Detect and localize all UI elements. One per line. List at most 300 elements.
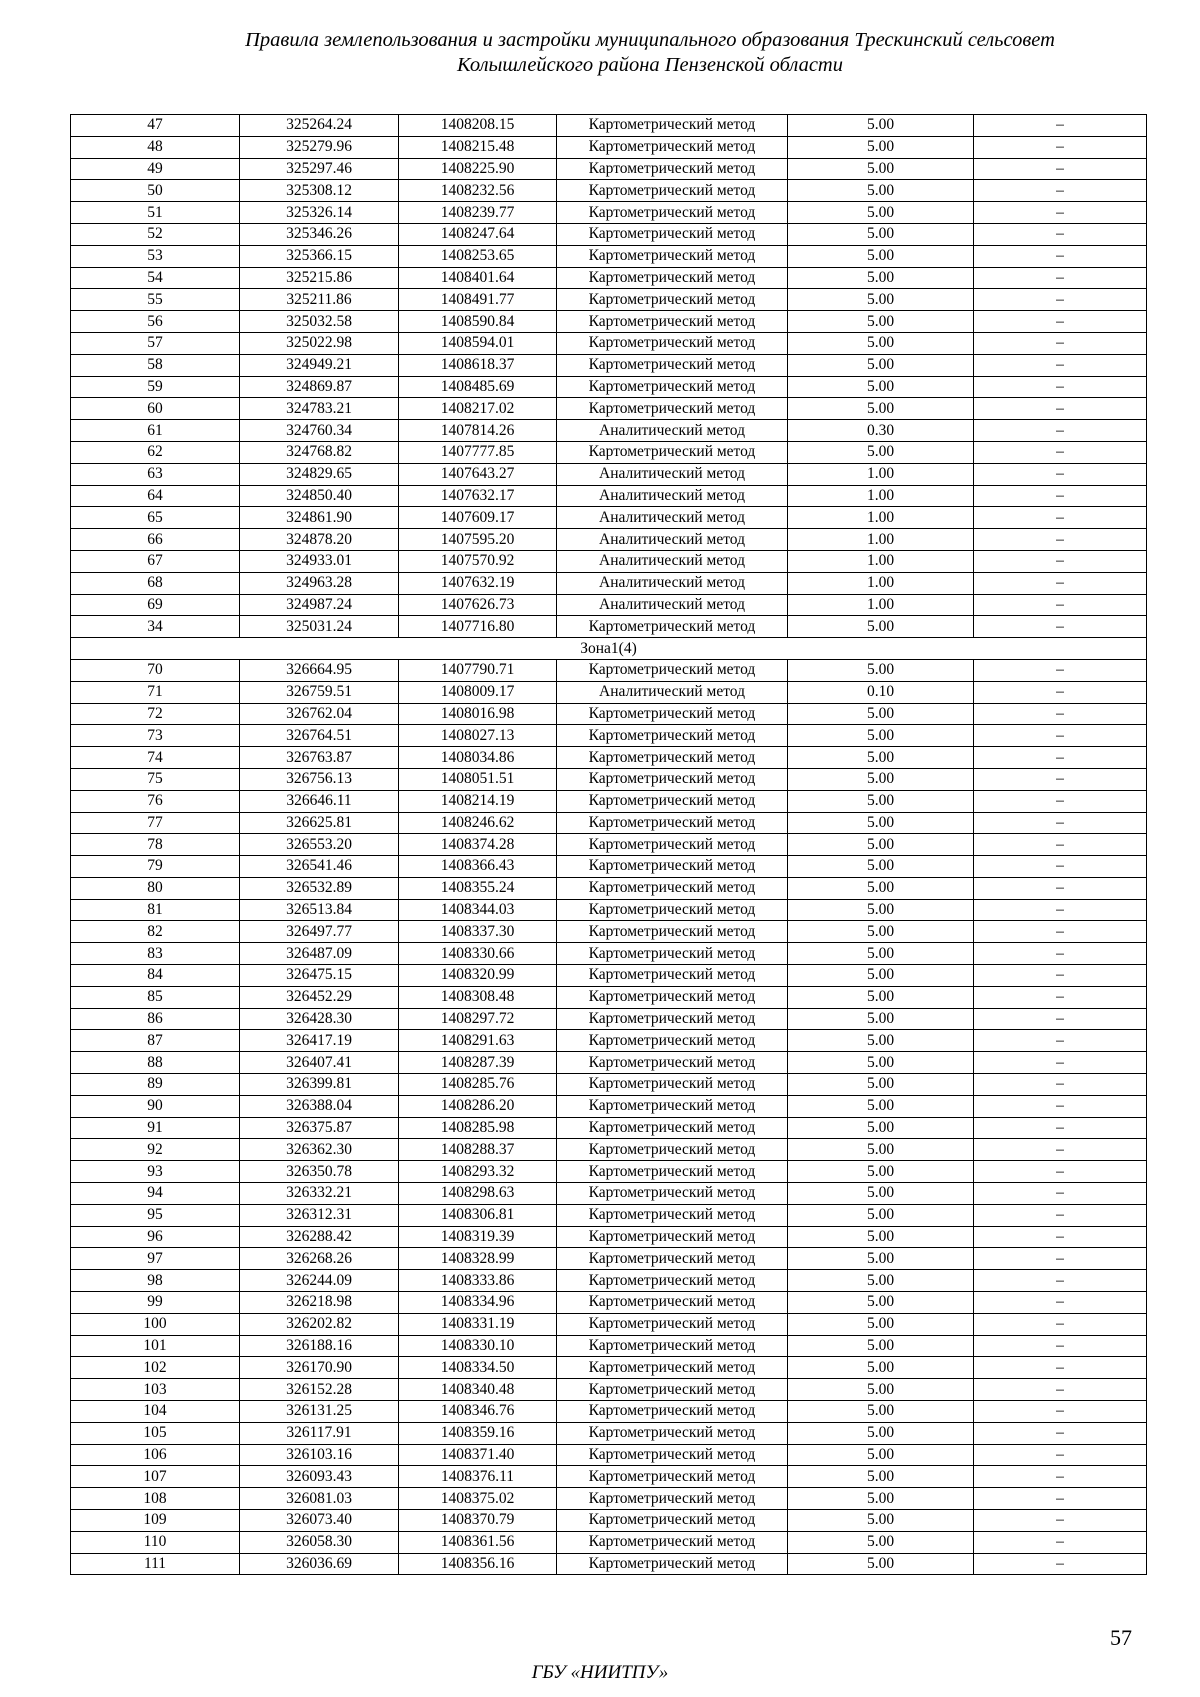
table-cell: 324933.01 bbox=[240, 550, 399, 572]
table-row bbox=[71, 398, 1147, 420]
table-cell: 5.00 bbox=[788, 616, 974, 638]
table-cell: 1408337.30 bbox=[399, 921, 557, 943]
table-cell: 326170.90 bbox=[240, 1357, 399, 1379]
table-cell: – bbox=[974, 398, 1147, 420]
table-cell: 1408366.43 bbox=[399, 856, 557, 878]
table-row bbox=[71, 115, 1147, 137]
table-row bbox=[71, 311, 1147, 333]
table-cell: 326513.84 bbox=[240, 899, 399, 921]
table-cell: Картометрический метод bbox=[557, 398, 788, 420]
table-cell: 66 bbox=[71, 529, 240, 551]
table-cell: Картометрический метод bbox=[557, 158, 788, 180]
table-cell: 5.00 bbox=[788, 398, 974, 420]
table-cell: 326756.13 bbox=[240, 768, 399, 790]
table-cell: Аналитический метод bbox=[557, 485, 788, 507]
table-cell: Картометрический метод bbox=[557, 1226, 788, 1248]
table-cell: 1.00 bbox=[788, 529, 974, 551]
table-row bbox=[71, 376, 1147, 398]
table-cell: Картометрический метод bbox=[557, 354, 788, 376]
table-row bbox=[71, 812, 1147, 834]
table-row bbox=[71, 747, 1147, 769]
table-cell: – bbox=[974, 659, 1147, 681]
table-cell: 1408374.28 bbox=[399, 834, 557, 856]
page-header bbox=[150, 28, 1150, 78]
table-cell: 326497.77 bbox=[240, 921, 399, 943]
table-cell: 325022.98 bbox=[240, 332, 399, 354]
table-cell: 1408590.84 bbox=[399, 311, 557, 333]
table-cell: Картометрический метод bbox=[557, 986, 788, 1008]
table-row bbox=[71, 441, 1147, 463]
table-cell: Картометрический метод bbox=[557, 659, 788, 681]
table-cell: 325264.24 bbox=[240, 115, 399, 137]
table-cell: 1408359.16 bbox=[399, 1422, 557, 1444]
table-cell: 326093.43 bbox=[240, 1466, 399, 1488]
table-cell: 1408375.02 bbox=[399, 1488, 557, 1510]
table-cell: Картометрический метод bbox=[557, 834, 788, 856]
table-cell: 1.00 bbox=[788, 463, 974, 485]
table-cell: 5.00 bbox=[788, 1379, 974, 1401]
table-cell: 1408331.19 bbox=[399, 1313, 557, 1335]
table-cell: 5.00 bbox=[788, 1204, 974, 1226]
table-cell: 5.00 bbox=[788, 921, 974, 943]
table-cell: 1408287.39 bbox=[399, 1052, 557, 1074]
table-cell: 86 bbox=[71, 1008, 240, 1030]
table-cell: 324768.82 bbox=[240, 441, 399, 463]
table-cell: 105 bbox=[71, 1422, 240, 1444]
table-cell: 99 bbox=[71, 1292, 240, 1314]
table-cell: – bbox=[974, 1183, 1147, 1205]
table-cell: Картометрический метод bbox=[557, 1466, 788, 1488]
table-cell: 5.00 bbox=[788, 1444, 974, 1466]
table-row bbox=[71, 1074, 1147, 1096]
table-cell: – bbox=[974, 1313, 1147, 1335]
table-cell: 1408334.50 bbox=[399, 1357, 557, 1379]
table-cell: – bbox=[974, 529, 1147, 551]
table-cell: 5.00 bbox=[788, 202, 974, 224]
table-cell: 5.00 bbox=[788, 180, 974, 202]
table-cell: 5.00 bbox=[788, 943, 974, 965]
table-cell: Аналитический метод bbox=[557, 463, 788, 485]
table-cell: 50 bbox=[71, 180, 240, 202]
table-cell: 5.00 bbox=[788, 899, 974, 921]
table-cell: 92 bbox=[71, 1139, 240, 1161]
table-cell: Картометрический метод bbox=[557, 289, 788, 311]
table-cell: Картометрический метод bbox=[557, 1531, 788, 1553]
table-row bbox=[71, 1008, 1147, 1030]
table-row bbox=[71, 550, 1147, 572]
table-cell: 72 bbox=[71, 703, 240, 725]
table-row bbox=[71, 681, 1147, 703]
table-cell: 48 bbox=[71, 136, 240, 158]
table-cell: 326625.81 bbox=[240, 812, 399, 834]
table-cell: 326362.30 bbox=[240, 1139, 399, 1161]
table-cell: – bbox=[974, 790, 1147, 812]
table-cell: 326202.82 bbox=[240, 1313, 399, 1335]
table-row bbox=[71, 790, 1147, 812]
table-cell: 1408291.63 bbox=[399, 1030, 557, 1052]
table-cell: Картометрический метод bbox=[557, 812, 788, 834]
table-row bbox=[71, 223, 1147, 245]
table-cell: 68 bbox=[71, 572, 240, 594]
table-cell: Картометрический метод bbox=[557, 441, 788, 463]
table-cell: – bbox=[974, 1248, 1147, 1270]
table-cell: 110 bbox=[71, 1531, 240, 1553]
table-cell: – bbox=[974, 943, 1147, 965]
table-cell: 5.00 bbox=[788, 1095, 974, 1117]
table-cell: 1407632.19 bbox=[399, 572, 557, 594]
table-cell: – bbox=[974, 507, 1147, 529]
table-cell: 84 bbox=[71, 965, 240, 987]
table-cell: 85 bbox=[71, 986, 240, 1008]
table-cell: 49 bbox=[71, 158, 240, 180]
table-cell: 1.00 bbox=[788, 507, 974, 529]
table-cell: 5.00 bbox=[788, 354, 974, 376]
table-cell: Картометрический метод bbox=[557, 267, 788, 289]
table-cell: 1408016.98 bbox=[399, 703, 557, 725]
table-cell: 91 bbox=[71, 1117, 240, 1139]
table-cell: 5.00 bbox=[788, 1357, 974, 1379]
table-cell: – bbox=[974, 1510, 1147, 1532]
table-cell: 326759.51 bbox=[240, 681, 399, 703]
table-cell: Картометрический метод bbox=[557, 1117, 788, 1139]
table-cell: 1407643.27 bbox=[399, 463, 557, 485]
table-row bbox=[71, 1313, 1147, 1335]
table-row bbox=[71, 768, 1147, 790]
table-cell: 1.00 bbox=[788, 594, 974, 616]
table-cell: 5.00 bbox=[788, 1139, 974, 1161]
table-cell: – bbox=[974, 485, 1147, 507]
table-cell: 107 bbox=[71, 1466, 240, 1488]
table-cell: 74 bbox=[71, 747, 240, 769]
table-cell: 324850.40 bbox=[240, 485, 399, 507]
table-cell: 326764.51 bbox=[240, 725, 399, 747]
table-row bbox=[71, 1292, 1147, 1314]
table-cell: 111 bbox=[71, 1553, 240, 1575]
table-cell: 326407.41 bbox=[240, 1052, 399, 1074]
table-cell: Картометрический метод bbox=[557, 245, 788, 267]
table-row bbox=[71, 463, 1147, 485]
table-cell: 56 bbox=[71, 311, 240, 333]
table-cell: 1408401.64 bbox=[399, 267, 557, 289]
table-cell: – bbox=[974, 1422, 1147, 1444]
table-cell: 5.00 bbox=[788, 877, 974, 899]
table-cell: Картометрический метод bbox=[557, 1074, 788, 1096]
table-row bbox=[71, 943, 1147, 965]
table-cell: – bbox=[974, 441, 1147, 463]
table-cell: 5.00 bbox=[788, 332, 974, 354]
table-cell: 5.00 bbox=[788, 289, 974, 311]
coordinates-table-body bbox=[71, 115, 1147, 1575]
table-cell: 326103.16 bbox=[240, 1444, 399, 1466]
table-cell: 71 bbox=[71, 681, 240, 703]
table-cell: 1408246.62 bbox=[399, 812, 557, 834]
table-cell: 1408371.40 bbox=[399, 1444, 557, 1466]
table-cell: 5.00 bbox=[788, 1401, 974, 1423]
table-cell: – bbox=[974, 1030, 1147, 1052]
table-cell: Аналитический метод bbox=[557, 507, 788, 529]
table-cell: 60 bbox=[71, 398, 240, 420]
table-cell: 5.00 bbox=[788, 1531, 974, 1553]
table-cell: 53 bbox=[71, 245, 240, 267]
table-cell: 1408340.48 bbox=[399, 1379, 557, 1401]
table-cell: 5.00 bbox=[788, 1313, 974, 1335]
table-cell: 5.00 bbox=[788, 115, 974, 137]
table-cell: – bbox=[974, 1379, 1147, 1401]
table-cell: – bbox=[974, 267, 1147, 289]
table-cell: – bbox=[974, 1095, 1147, 1117]
table-cell: 83 bbox=[71, 943, 240, 965]
table-cell: 1408334.96 bbox=[399, 1292, 557, 1314]
table-cell: 5.00 bbox=[788, 158, 974, 180]
table-cell: – bbox=[974, 986, 1147, 1008]
table-cell: Картометрический метод bbox=[557, 1030, 788, 1052]
table-cell: 1408297.72 bbox=[399, 1008, 557, 1030]
table-cell: 324861.90 bbox=[240, 507, 399, 529]
table-cell: 67 bbox=[71, 550, 240, 572]
table-cell: 5.00 bbox=[788, 986, 974, 1008]
table-cell: 5.00 bbox=[788, 856, 974, 878]
page-footer: ГБУ «НИИТПУ» bbox=[531, 1662, 669, 1683]
table-cell: 75 bbox=[71, 768, 240, 790]
table-cell: 57 bbox=[71, 332, 240, 354]
table-cell: Картометрический метод bbox=[557, 1422, 788, 1444]
table-cell: – bbox=[974, 921, 1147, 943]
table-cell: Картометрический метод bbox=[557, 311, 788, 333]
table-cell: 1408034.86 bbox=[399, 747, 557, 769]
table-cell: 326152.28 bbox=[240, 1379, 399, 1401]
table-cell: 326058.30 bbox=[240, 1531, 399, 1553]
table-cell: Картометрический метод bbox=[557, 703, 788, 725]
table-cell: – bbox=[974, 1052, 1147, 1074]
table-cell: Картометрический метод bbox=[557, 1095, 788, 1117]
table-cell: Картометрический метод bbox=[557, 1401, 788, 1423]
table-row bbox=[71, 965, 1147, 987]
table-row bbox=[71, 1161, 1147, 1183]
table-cell: Картометрический метод bbox=[557, 332, 788, 354]
table-cell: – bbox=[974, 616, 1147, 638]
table-row bbox=[71, 1444, 1147, 1466]
table-cell: 1408298.63 bbox=[399, 1183, 557, 1205]
table-cell: Картометрический метод bbox=[557, 856, 788, 878]
section-row bbox=[71, 638, 1147, 660]
table-row bbox=[71, 1095, 1147, 1117]
table-cell: 94 bbox=[71, 1183, 240, 1205]
table-cell: 5.00 bbox=[788, 1292, 974, 1314]
table-row bbox=[71, 1357, 1147, 1379]
table-cell: Картометрический метод bbox=[557, 1139, 788, 1161]
table-cell: 326332.21 bbox=[240, 1183, 399, 1205]
table-cell: – bbox=[974, 550, 1147, 572]
table-cell: 5.00 bbox=[788, 311, 974, 333]
table-cell: 5.00 bbox=[788, 1117, 974, 1139]
table-cell: 326375.87 bbox=[240, 1117, 399, 1139]
table-cell: 1407570.92 bbox=[399, 550, 557, 572]
table-cell: Картометрический метод bbox=[557, 1357, 788, 1379]
table-cell: 1408491.77 bbox=[399, 289, 557, 311]
table-cell: – bbox=[974, 1270, 1147, 1292]
table-row bbox=[71, 485, 1147, 507]
table-row bbox=[71, 245, 1147, 267]
table-cell: – bbox=[974, 1008, 1147, 1030]
table-cell: – bbox=[974, 1444, 1147, 1466]
table-cell: 1408027.13 bbox=[399, 725, 557, 747]
table-cell: – bbox=[974, 834, 1147, 856]
table-cell: 326131.25 bbox=[240, 1401, 399, 1423]
table-cell: 52 bbox=[71, 223, 240, 245]
table-cell: 5.00 bbox=[788, 441, 974, 463]
table-cell: 5.00 bbox=[788, 1466, 974, 1488]
table-cell: – bbox=[974, 223, 1147, 245]
table-cell: Картометрический метод bbox=[557, 1444, 788, 1466]
table-cell: Аналитический метод bbox=[557, 594, 788, 616]
table-cell: 80 bbox=[71, 877, 240, 899]
table-row bbox=[71, 659, 1147, 681]
table-row bbox=[71, 158, 1147, 180]
table-row bbox=[71, 1117, 1147, 1139]
table-cell: – bbox=[974, 1488, 1147, 1510]
table-row bbox=[71, 136, 1147, 158]
table-row bbox=[71, 202, 1147, 224]
table-cell: – bbox=[974, 202, 1147, 224]
table-cell: 103 bbox=[71, 1379, 240, 1401]
table-cell: 5.00 bbox=[788, 965, 974, 987]
table-cell: – bbox=[974, 1204, 1147, 1226]
table-cell: 325366.15 bbox=[240, 245, 399, 267]
table-cell: – bbox=[974, 1401, 1147, 1423]
table-cell: – bbox=[974, 1335, 1147, 1357]
table-cell: 326553.20 bbox=[240, 834, 399, 856]
table-cell: 1408239.77 bbox=[399, 202, 557, 224]
table-cell: 5.00 bbox=[788, 1335, 974, 1357]
table-cell: – bbox=[974, 311, 1147, 333]
table-cell: Картометрический метод bbox=[557, 1379, 788, 1401]
table-cell: 326388.04 bbox=[240, 1095, 399, 1117]
table-cell: 5.00 bbox=[788, 790, 974, 812]
table-cell: 82 bbox=[71, 921, 240, 943]
table-cell: 55 bbox=[71, 289, 240, 311]
table-cell: – bbox=[974, 1074, 1147, 1096]
table-cell: – bbox=[974, 877, 1147, 899]
table-cell: Картометрический метод bbox=[557, 136, 788, 158]
table-cell: 324783.21 bbox=[240, 398, 399, 420]
table-cell: 5.00 bbox=[788, 1074, 974, 1096]
table-row bbox=[71, 834, 1147, 856]
table-row bbox=[71, 1379, 1147, 1401]
table-row bbox=[71, 1422, 1147, 1444]
table-cell: 325215.86 bbox=[240, 267, 399, 289]
table-cell: 1408356.16 bbox=[399, 1553, 557, 1575]
table-row bbox=[71, 1204, 1147, 1226]
table-cell: 326399.81 bbox=[240, 1074, 399, 1096]
table-cell: 61 bbox=[71, 420, 240, 442]
table-cell: 1408285.76 bbox=[399, 1074, 557, 1096]
table-row bbox=[71, 267, 1147, 289]
table-cell: 324878.20 bbox=[240, 529, 399, 551]
table-cell: – bbox=[974, 136, 1147, 158]
table-cell: 100 bbox=[71, 1313, 240, 1335]
table-cell: 0.30 bbox=[788, 420, 974, 442]
table-cell: 326664.95 bbox=[240, 659, 399, 681]
table-cell: Картометрический метод bbox=[557, 180, 788, 202]
table-cell: 54 bbox=[71, 267, 240, 289]
table-cell: – bbox=[974, 354, 1147, 376]
table-row bbox=[71, 1531, 1147, 1553]
table-cell: 1407814.26 bbox=[399, 420, 557, 442]
table-cell: 5.00 bbox=[788, 747, 974, 769]
table-cell: 326763.87 bbox=[240, 747, 399, 769]
table-cell: Аналитический метод bbox=[557, 550, 788, 572]
table-cell: 98 bbox=[71, 1270, 240, 1292]
table-cell: 96 bbox=[71, 1226, 240, 1248]
table-cell: Картометрический метод bbox=[557, 768, 788, 790]
table-cell: 324760.34 bbox=[240, 420, 399, 442]
coordinates-table-container bbox=[70, 114, 1142, 1575]
table-cell: 1407609.17 bbox=[399, 507, 557, 529]
table-cell: – bbox=[974, 703, 1147, 725]
table-cell: – bbox=[974, 899, 1147, 921]
table-cell: Картометрический метод bbox=[557, 1008, 788, 1030]
table-cell: – bbox=[974, 594, 1147, 616]
table-cell: – bbox=[974, 1553, 1147, 1575]
section-title: Зона1(4) bbox=[71, 638, 1147, 660]
table-cell: 5.00 bbox=[788, 1422, 974, 1444]
table-cell: 1408285.98 bbox=[399, 1117, 557, 1139]
table-cell: 5.00 bbox=[788, 136, 974, 158]
table-cell: 326541.46 bbox=[240, 856, 399, 878]
table-cell: 1408594.01 bbox=[399, 332, 557, 354]
table-cell: 88 bbox=[71, 1052, 240, 1074]
table-cell: – bbox=[974, 1466, 1147, 1488]
table-cell: 1408320.99 bbox=[399, 965, 557, 987]
table-cell: – bbox=[974, 1531, 1147, 1553]
table-row bbox=[71, 1401, 1147, 1423]
table-cell: 0.10 bbox=[788, 681, 974, 703]
table-cell: 1407632.17 bbox=[399, 485, 557, 507]
table-row bbox=[71, 1488, 1147, 1510]
page-number: 57 bbox=[1110, 1625, 1132, 1650]
table-cell: 5.00 bbox=[788, 1052, 974, 1074]
table-cell: – bbox=[974, 1226, 1147, 1248]
table-cell: 5.00 bbox=[788, 834, 974, 856]
table-cell: 1408286.20 bbox=[399, 1095, 557, 1117]
table-cell: 326073.40 bbox=[240, 1510, 399, 1532]
table-row bbox=[71, 1553, 1147, 1575]
table-cell: 326762.04 bbox=[240, 703, 399, 725]
table-cell: 1407716.80 bbox=[399, 616, 557, 638]
table-cell: 1408225.90 bbox=[399, 158, 557, 180]
table-cell: – bbox=[974, 1357, 1147, 1379]
table-cell: 81 bbox=[71, 899, 240, 921]
table-cell: 78 bbox=[71, 834, 240, 856]
table-row bbox=[71, 289, 1147, 311]
table-cell: 1408247.64 bbox=[399, 223, 557, 245]
table-cell: 1408333.86 bbox=[399, 1270, 557, 1292]
table-cell: Картометрический метод bbox=[557, 223, 788, 245]
table-cell: 64 bbox=[71, 485, 240, 507]
table-row bbox=[71, 725, 1147, 747]
table-cell: 326350.78 bbox=[240, 1161, 399, 1183]
table-cell: Аналитический метод bbox=[557, 529, 788, 551]
table-cell: – bbox=[974, 115, 1147, 137]
table-cell: 326646.11 bbox=[240, 790, 399, 812]
table-cell: 1408306.81 bbox=[399, 1204, 557, 1226]
table-cell: 65 bbox=[71, 507, 240, 529]
table-row bbox=[71, 529, 1147, 551]
table-cell: – bbox=[974, 965, 1147, 987]
table-row bbox=[71, 1510, 1147, 1532]
table-cell: 1408214.19 bbox=[399, 790, 557, 812]
table-cell: 1408288.37 bbox=[399, 1139, 557, 1161]
